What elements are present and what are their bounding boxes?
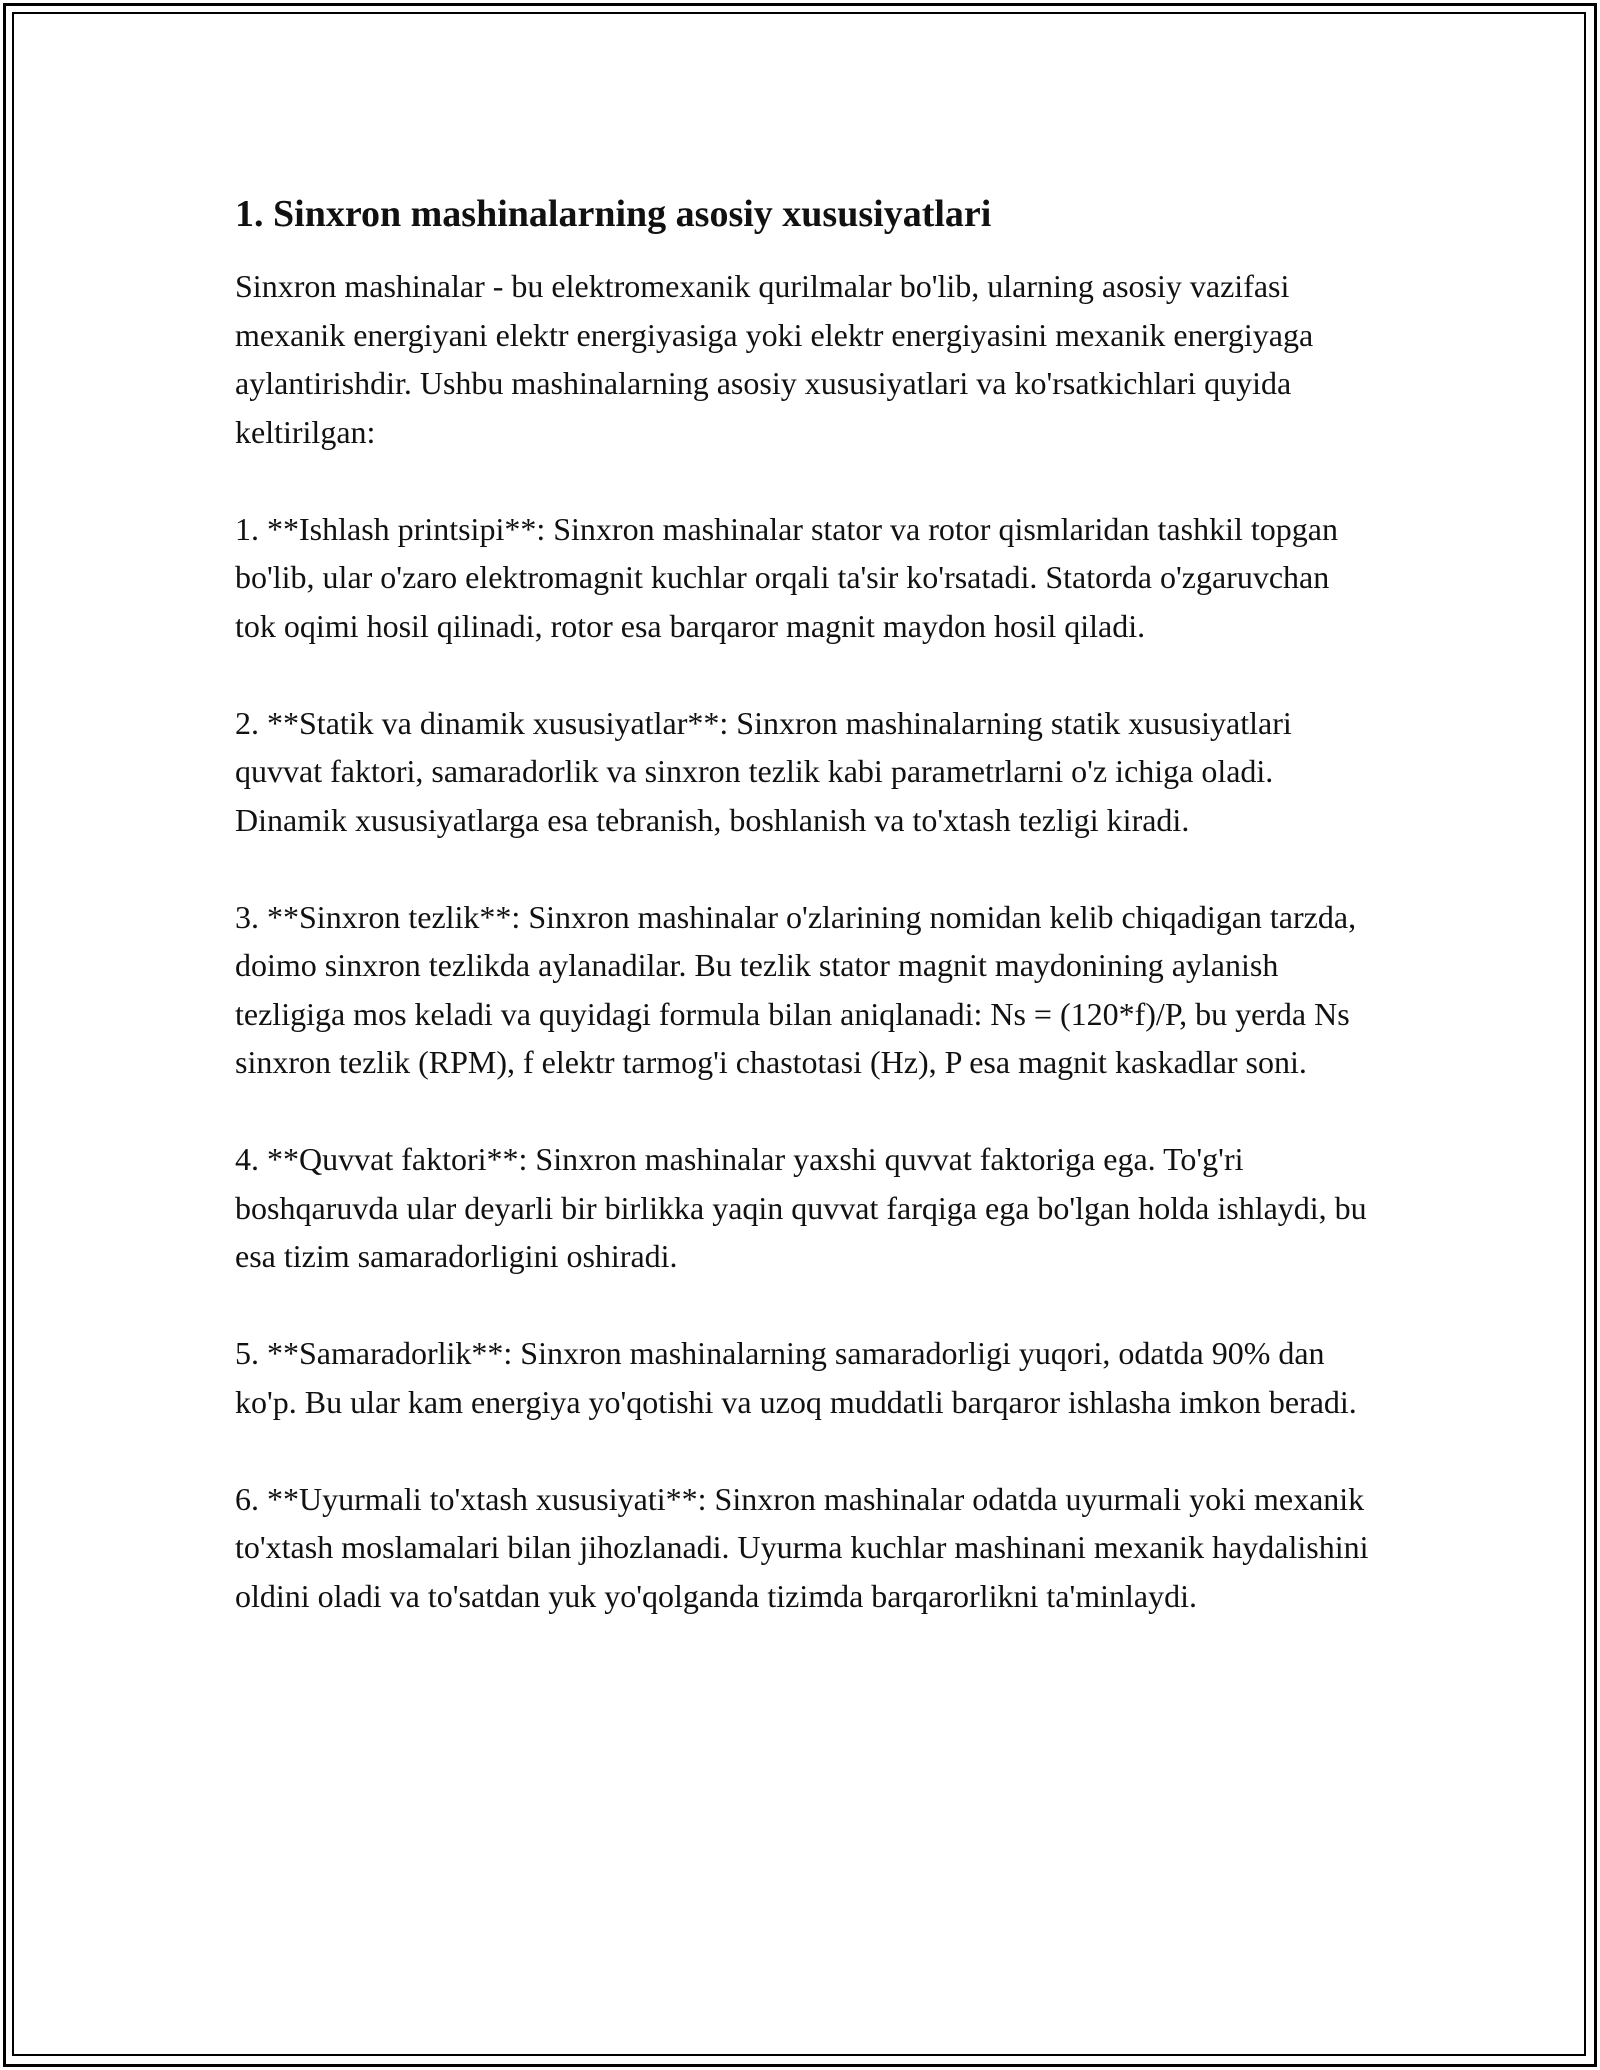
document-title: 1. Sinxron mashinalarning asosiy xususiyatlari	[235, 193, 992, 235]
paragraph-quvvat-faktori: 4. **Quvvat faktori**: Sinxron mashinalar yaxshi quvvat faktoriga ega. To'g'ri boshqaruvda ular deyarli bir birlikka yaqin quvvat farqiga ega bo'lgan holda ishlaydi, bu esa tizim samaradorligini oshiradi.	[235, 1141, 1367, 1274]
paragraph-sinxron-tezlik: 3. **Sinxron tezlik**: Sinxron mashinalar o'zlarining nomidan kelib chiqadigan tarzda, doimo sinxron tezlikda aylanadilar. Bu tezlik stator magnit maydonining aylanish tezligiga mos keladi va quyidagi formula bilan aniqlanadi: Ns = (120*f)/P, bu yerda Ns sinxron tezlik (RPM), f elektr tarmog'i chastotasi (Hz), P esa magnit kaskadlar soni.	[235, 898, 1357, 1080]
intro-paragraph: Sinxron mashinalar - bu elektromexanik qurilmalar bo'lib, ularning asosiy vazifasi mexanik energiyani elektr energiyasiga yoki elektr energiyasini mexanik energiyaga aylantirishdir. Ushbu mashinalarning asosiy xususiyatlari va ko'rsatkichlari quyida keltirilgan:	[235, 268, 1314, 450]
paragraph-samaradorlik: 5. **Samaradorlik**: Sinxron mashinalarning samaradorligi yuqori, odatda 90% dan ko'p. Bu ular kam energiya yo'qotishi va uzoq muddatli barqaror ishlasha imkon beradi.	[235, 1335, 1357, 1420]
paragraph-uyurmali-toxtash: 6. **Uyurmali to'xtash xususiyati**: Sinxron mashinalar odatda uyurmali yoki mexanik to'xtash moslamalari bilan jihozlanadi. Uyurma kuchlar mashinani mexanik haydalishini oldini oladi va to'satdan yuk yo'qolganda tizimda barqarorlikni ta'minlaydi.	[235, 1480, 1369, 1614]
paragraph-statik-dinamik: 2. **Statik va dinamik xususiyatlar**: Sinxron mashinalarning statik xususiyatlari quvvat faktori, samaradorlik va sinxron tezlik kabi parametrlarni o'z ichiga oladi. Dinamik xususiyatlarga esa tebranish, boshlanish va to'xtash tezligi kiradi.	[235, 704, 1292, 838]
document-body	[235, 190, 1375, 1669]
paragraph-ishlash-printsipi: 1. **Ishlash printsipi**: Sinxron mashinalar stator va rotor qismlaridan tashkil topgan bo'lib, ular o'zaro elektromagnit kuchlar orqali ta'sir ko'rsatadi. Statorda o'zgaruvchan tok oqimi hosil qilinadi, rotor esa barqaror magnit maydon hosil qiladi.	[235, 510, 1338, 644]
